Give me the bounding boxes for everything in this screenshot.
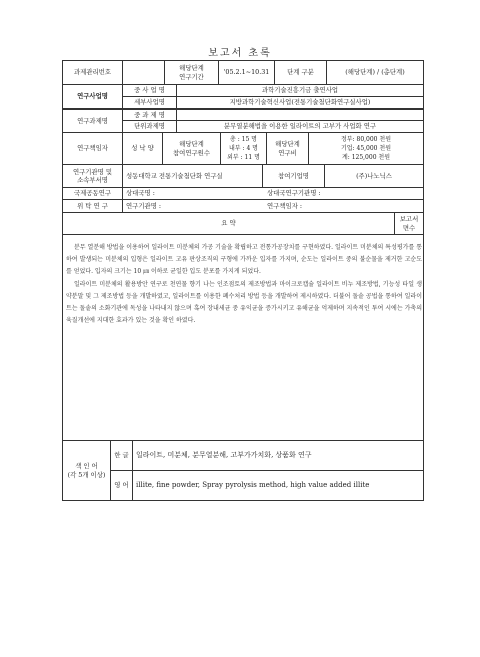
- mid-project-name-value: 과학기술진흥기금 출연사업: [261, 86, 339, 95]
- abstract-paragraph-1: 분무 열분해 방법을 이용하여 일라이트 미분체의 가공 기술을 확립하고 전통가공장치를 구현하였다. 일라이트 미분체의 특성평가를 통하여 발생되는 미분체의 입형은 일라이트 고유 판상조직의 구형에 가까운 입자를 가지며, 순도는 일라이트 중의 불순물을 제거한 고순도를 얻었다. 입자의 크기는 10 ㎛ 이하로 균일한 입도 분포를 가지게 되었다.: [66, 244, 422, 276]
- abstract-label: 요 약: [221, 219, 236, 228]
- participant-count-label: [163, 133, 220, 164]
- budget-label-line2: 연구비: [278, 148, 297, 157]
- institution-label-line2: 소속부서명: [77, 176, 108, 184]
- unit-task-name-value: 분무열분해법을 이용한 일라이트의 고부가 사업화 연구: [223, 122, 377, 131]
- detail-project-name-value: 지방과학기술혁신사업(전통기술첨단화연구실사업): [229, 98, 371, 107]
- count-internal: 내부 : 4 명: [229, 145, 258, 152]
- participant-count-label-line2: 참여연구원수: [172, 148, 211, 157]
- table-bottom-border: [62, 500, 424, 501]
- phase-kind-label: 단계 구분: [287, 68, 314, 77]
- institution-value: 성동대학교 전통기술첨단화 연구실: [126, 171, 223, 180]
- participant-counts: [221, 133, 266, 164]
- research-project-label: 연구사업명: [77, 92, 108, 101]
- keywords-label: [63, 441, 110, 500]
- budget-total: 계: 125,000 천원: [341, 154, 391, 161]
- partner-company-label: 참여기업명: [278, 171, 309, 180]
- report-pages-label-line1: 보고서: [399, 215, 419, 224]
- counterpart-institution: 상대국연구기관명 :: [267, 189, 321, 198]
- budget-values: [309, 133, 423, 164]
- table-right-border: [423, 60, 424, 500]
- participant-count-label-line1: 해당단계: [179, 140, 204, 149]
- keywords-english-value: illite, fine powder, Spray pyrolysis method, high value added illite: [136, 480, 370, 489]
- abstract-paragraph-2: 일라이트 미분체의 활용방안 연구로 천연물 향기 나는 인조점토의 제조방법과 마이크로캡슐 일라이트 비누 제조방법, 기능성 타일 생약분말 및 그 제조방법 등을 개발하였고, 일라이트를 이용한 폐수처리 방법 등을 개발하여 제시하였다. 더불어 돌솥 공법을 통하여 일라이트는 돌솥의 소화기관에 독성을 나타내지 않으며 혹여 장내세균 중 유익균을 증가시키고 유해균을 억제하며 지속적인 투여 시에는 가축의 육질개선에 지대한 효과가 있는 것을 확인 하였다.: [66, 280, 422, 325]
- consigned-research-label: 위 탁 연 구: [77, 201, 108, 210]
- intl-research-label: 국제공동연구: [73, 189, 112, 198]
- mid-project-name-label: 중 사 업 명: [134, 86, 165, 95]
- phase-kind-value: (해당단계) / (총단계): [345, 68, 405, 77]
- phase-period-label-line2: 연구기간: [179, 72, 204, 81]
- unit-task-name-label: 단위과제명: [134, 122, 165, 131]
- mid-task-name-value: [177, 110, 423, 120]
- principal-investigator-label: 연구책임자: [77, 144, 108, 153]
- principal-investigator-name: 성 낙 양: [131, 144, 154, 153]
- report-pages-label-line2: 면수: [402, 223, 416, 232]
- budget-label-line1: 해당단계: [275, 140, 300, 149]
- institution-label-line1: 연구기관명 및: [72, 167, 113, 176]
- budget-label: [267, 133, 308, 164]
- keywords-label-line2: (각 5개 이상): [67, 470, 106, 479]
- keywords-label-line1: 색 인 어: [75, 462, 98, 471]
- research-period-value: '05.2.1~10.31: [223, 68, 270, 77]
- consigned-institution: 연구기관명 :: [126, 201, 162, 210]
- mid-task-name-label: 중 과 제 명: [134, 110, 165, 119]
- keywords-korean-label: 한 글: [114, 451, 129, 460]
- budget-government: 정부: 80,000 천원: [340, 136, 391, 143]
- keywords-english-label: 영 어: [114, 481, 129, 490]
- counterpart-country: 상대국명 :: [126, 189, 155, 198]
- research-task-label: 연구과제명: [77, 116, 108, 125]
- report-pages-label: [395, 213, 423, 234]
- institution-label: [63, 165, 122, 187]
- partner-company-value: (주)나노닉스: [356, 171, 392, 180]
- row-divider: [62, 234, 424, 235]
- abstract-body: [66, 242, 422, 327]
- count-external: 외부 : 11 명: [227, 154, 260, 161]
- keywords-korean-value: 일라이트, 미분체, 분무열분해, 고부가가치화, 상품화 연구: [136, 450, 312, 459]
- consigned-leader: 연구책임자 :: [267, 201, 303, 210]
- phase-period-label: [165, 61, 218, 84]
- count-total: 총 : 15 명: [230, 136, 257, 143]
- phase-period-label-line1: 해당단계: [179, 64, 204, 73]
- page-title: 보고서 초록: [208, 48, 272, 59]
- task-number-label: 과제관리번호: [73, 68, 112, 77]
- budget-company: 기업: 45,000 천원: [340, 145, 391, 152]
- detail-project-name-label: 세부사업명: [134, 98, 165, 107]
